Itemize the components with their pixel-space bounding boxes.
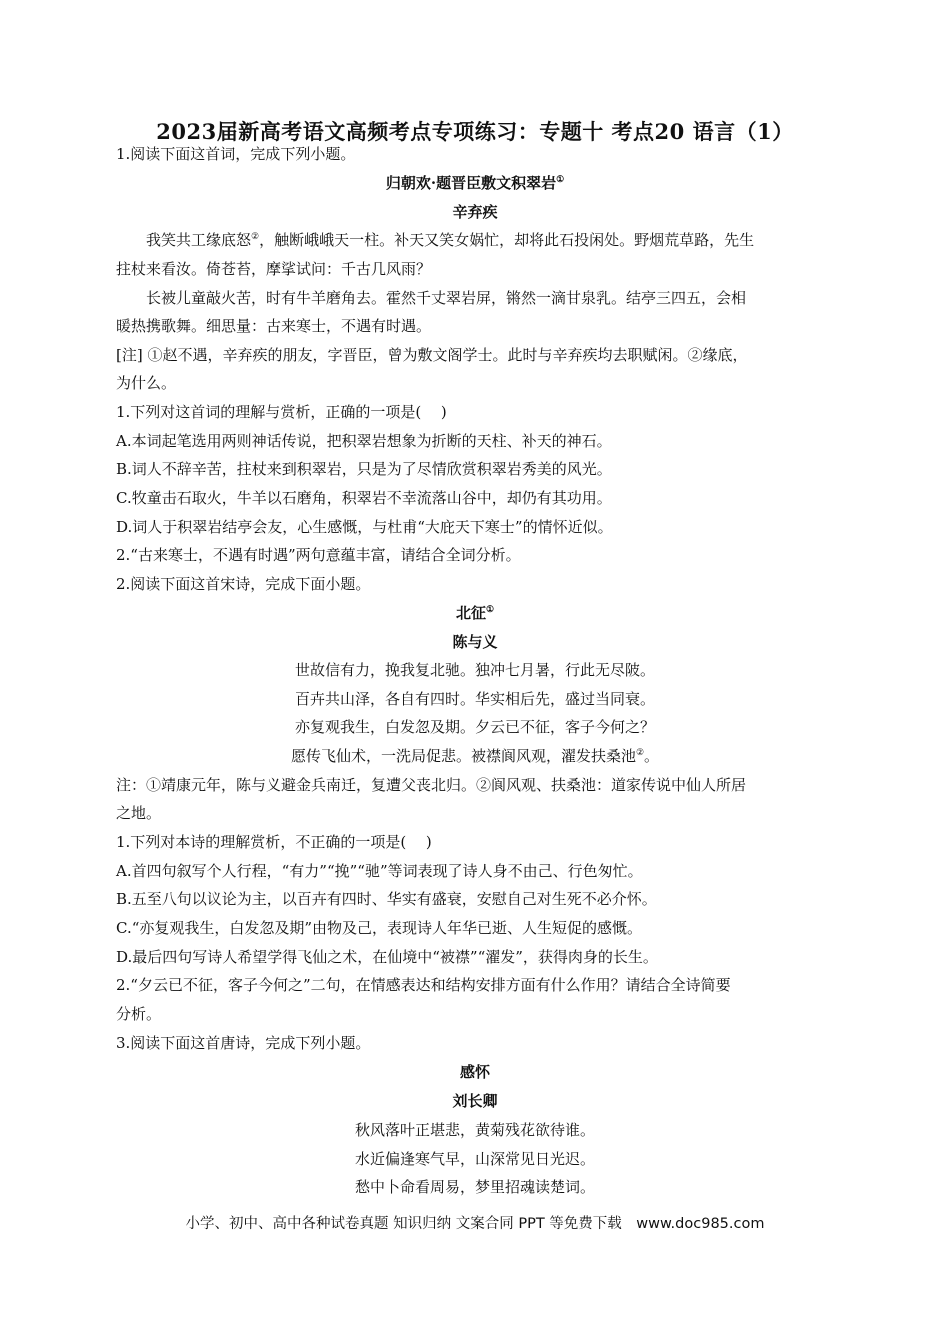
- q2-poem-line: 愿传飞仙术，一洗局促悲。被襟阆风观，濯发扶桑池②。: [290, 747, 660, 765]
- q1-option-c: C.牧童击石取火，牛羊以石磨角，积翠岩不幸流落山谷中，却仍有其功用。: [116, 489, 612, 507]
- q2-sub2: 分析。: [116, 1005, 162, 1023]
- q3-poem-line: 愁中卜命看周易，梦里招魂读楚词。: [354, 1178, 595, 1196]
- q3-intro: 3.阅读下面这首唐诗，完成下列小题。: [116, 1034, 371, 1052]
- q2-poem-line: 亦复观我生，白发忽及期。夕云已不征，客子今何之？: [294, 718, 655, 736]
- q3-author: 刘长卿: [452, 1092, 498, 1110]
- q1-poem-line: 长被儿童敲火苦，时有牛羊磨角去。霍然千丈翠岩屏，锵然一滴甘泉乳。结亭三四五，会相: [146, 289, 747, 307]
- q3-poem-line: 水近偏逢寒气早，山深常见日光迟。: [354, 1150, 595, 1168]
- q2-option-b: B.五至八句以议论为主，以百卉有四时、华实有盛衰，安慰自己对生死不必介怀。: [116, 890, 657, 908]
- q3-poem-line: 秋风落叶正堪悲，黄菊残花欲待谁。: [354, 1121, 595, 1139]
- footnote-mark: ①: [485, 605, 495, 615]
- q1-poem-title: 归朝欢·题晋臣敷文积翠岩①: [385, 174, 565, 192]
- q2-sub1: 1.下列对本诗的理解赏析，不正确的一项是( ): [116, 833, 432, 851]
- q1-sub2: 2.“古来寒士，不遇有时遇”两句意蕴丰富，请结合全词分析。: [116, 546, 521, 564]
- footnote-mark: ②: [635, 748, 645, 758]
- page-footer: 小学、初中、高中各种试卷真题 知识归纳 文案合同 PPT 等免费下载 www.doc985.com: [185, 1216, 765, 1232]
- q1-intro: 1.阅读下面这首词，完成下列小题。: [116, 145, 356, 163]
- q2-option-d: D.最后四句写诗人希望学得飞仙之术，在仙境中“被襟”“濯发”，获得肉身的长生。: [116, 948, 658, 966]
- q2-poem-line: 百卉共山泽，各自有四时。华实相后先，盛过当同衰。: [294, 690, 655, 708]
- q2-note: 之地。: [116, 804, 162, 822]
- q2-option-a: A.首四句叙写个人行程，“有力”“挽”“驰”等词表现了诗人身不由己、行色匆忙。: [116, 862, 643, 880]
- q2-intro: 2.阅读下面这首宋诗，完成下面小题。: [116, 575, 371, 593]
- q1-poem-line: 拄杖来看汝。倚苍苔，摩挲试问：千古几风雨？: [116, 260, 432, 278]
- q2-poem-title: 北征①: [455, 604, 495, 622]
- q2-author: 陈与义: [452, 633, 498, 651]
- q2-poem-line: 世故信有力，挽我复北驰。独冲七月暑，行此无尽陂。: [294, 661, 655, 679]
- q1-note: 为什么。: [116, 374, 177, 392]
- footnote-mark: ②: [251, 232, 260, 242]
- q1-poem-line: 暖热携歌舞。细思量：古来寒士，不遇有时遇。: [116, 317, 432, 335]
- q1-poem-line: 我笑共工缘底怒②，触断峨峨天一柱。补天又笑女娲忙，却将此石投闲处。野烟荒草路，先生: [146, 231, 755, 249]
- q1-sub1: 1.下列对这首词的理解与赏析，正确的一项是( ): [116, 403, 447, 421]
- q1-option-b: B.词人不辞辛苦，拄杖来到积翠岩，只是为了尽情欣赏积翠岩秀美的风光。: [116, 460, 612, 478]
- q1-option-d: D.词人于积翠岩结亭会友，心生感慨，与杜甫“大庇天下寒士”的情怀近似。: [116, 518, 613, 536]
- q3-poem-title: 感怀: [459, 1063, 490, 1081]
- footnote-mark: ①: [556, 175, 565, 185]
- page-title: 2023届新高考语文高频考点专项练习：专题十 考点20 语言（1）: [156, 119, 794, 144]
- q1-option-a: A.本词起笔选用两则神话传说，把积翠岩想象为折断的天柱、补天的神石。: [116, 432, 612, 450]
- q1-note: [注] ①赵不遇，辛弃疾的朋友，字晋臣，曾为敷文阁学士。此时与辛弃疾均去职赋闲。②缘底，: [116, 346, 748, 364]
- q2-sub2: 2.“夕云已不征，客子今何之”二句，在情感表达和结构安排方面有什么作用？请结合全诗简要: [116, 976, 731, 994]
- q2-note: 注：①靖康元年，陈与义避金兵南迁，复遭父丧北归。②阆风观、扶桑池：道家传说中仙人所居: [116, 776, 747, 794]
- q2-option-c: C.“亦复观我生，白发忽及期”由物及己，表现诗人年华已逝、人生短促的感慨。: [116, 919, 643, 937]
- q1-author: 辛弃疾: [452, 203, 498, 221]
